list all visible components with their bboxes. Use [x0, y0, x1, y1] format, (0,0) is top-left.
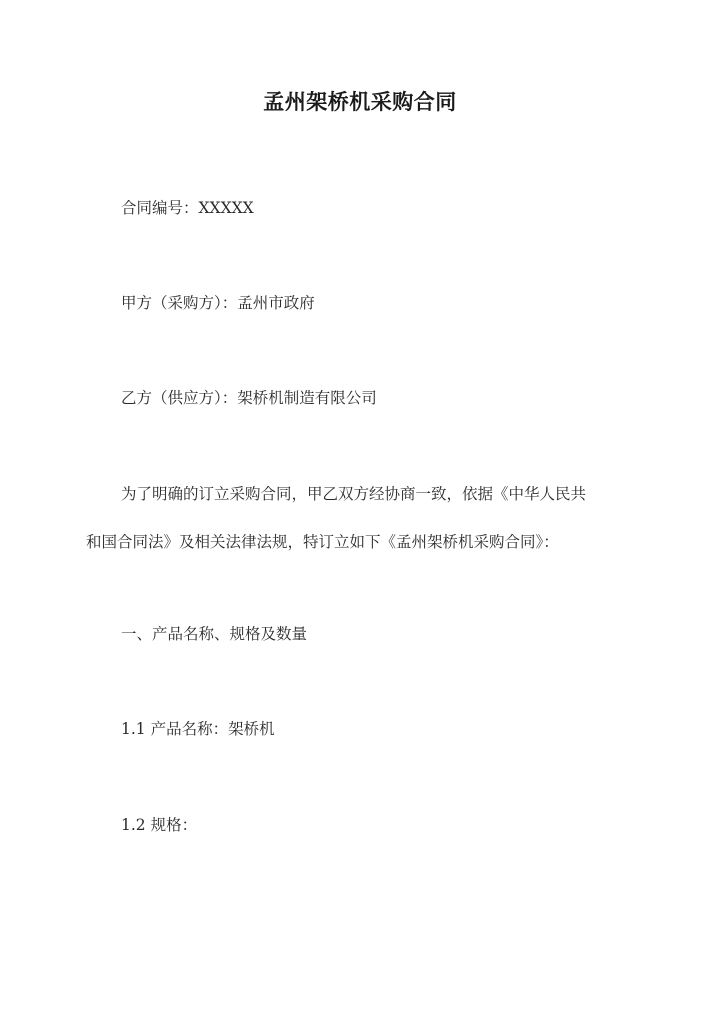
section-1-heading: 一、产品名称、规格及数量	[121, 625, 308, 643]
preamble-paragraph	[86, 483, 634, 553]
preamble-line-1: 为了明确的订立采购合同，甲乙双方经协商一致，依据《中华人民共	[121, 485, 587, 503]
preamble-line-2: 和国合同法》及相关法律法规，特订立如下《孟州架桥机采购合同》：	[86, 533, 559, 551]
document-title: 孟州架桥机采购合同	[263, 89, 457, 114]
contract-number: 合同编号：XXXXX	[121, 199, 254, 217]
item-1-1: 1.1 产品名称：架桥机	[121, 720, 275, 738]
item-1-2: 1.2 规格：	[121, 816, 198, 834]
party-a: 甲方（采购方）：孟州市政府	[121, 294, 315, 312]
party-b: 乙方（供应方）：架桥机制造有限公司	[121, 389, 377, 407]
